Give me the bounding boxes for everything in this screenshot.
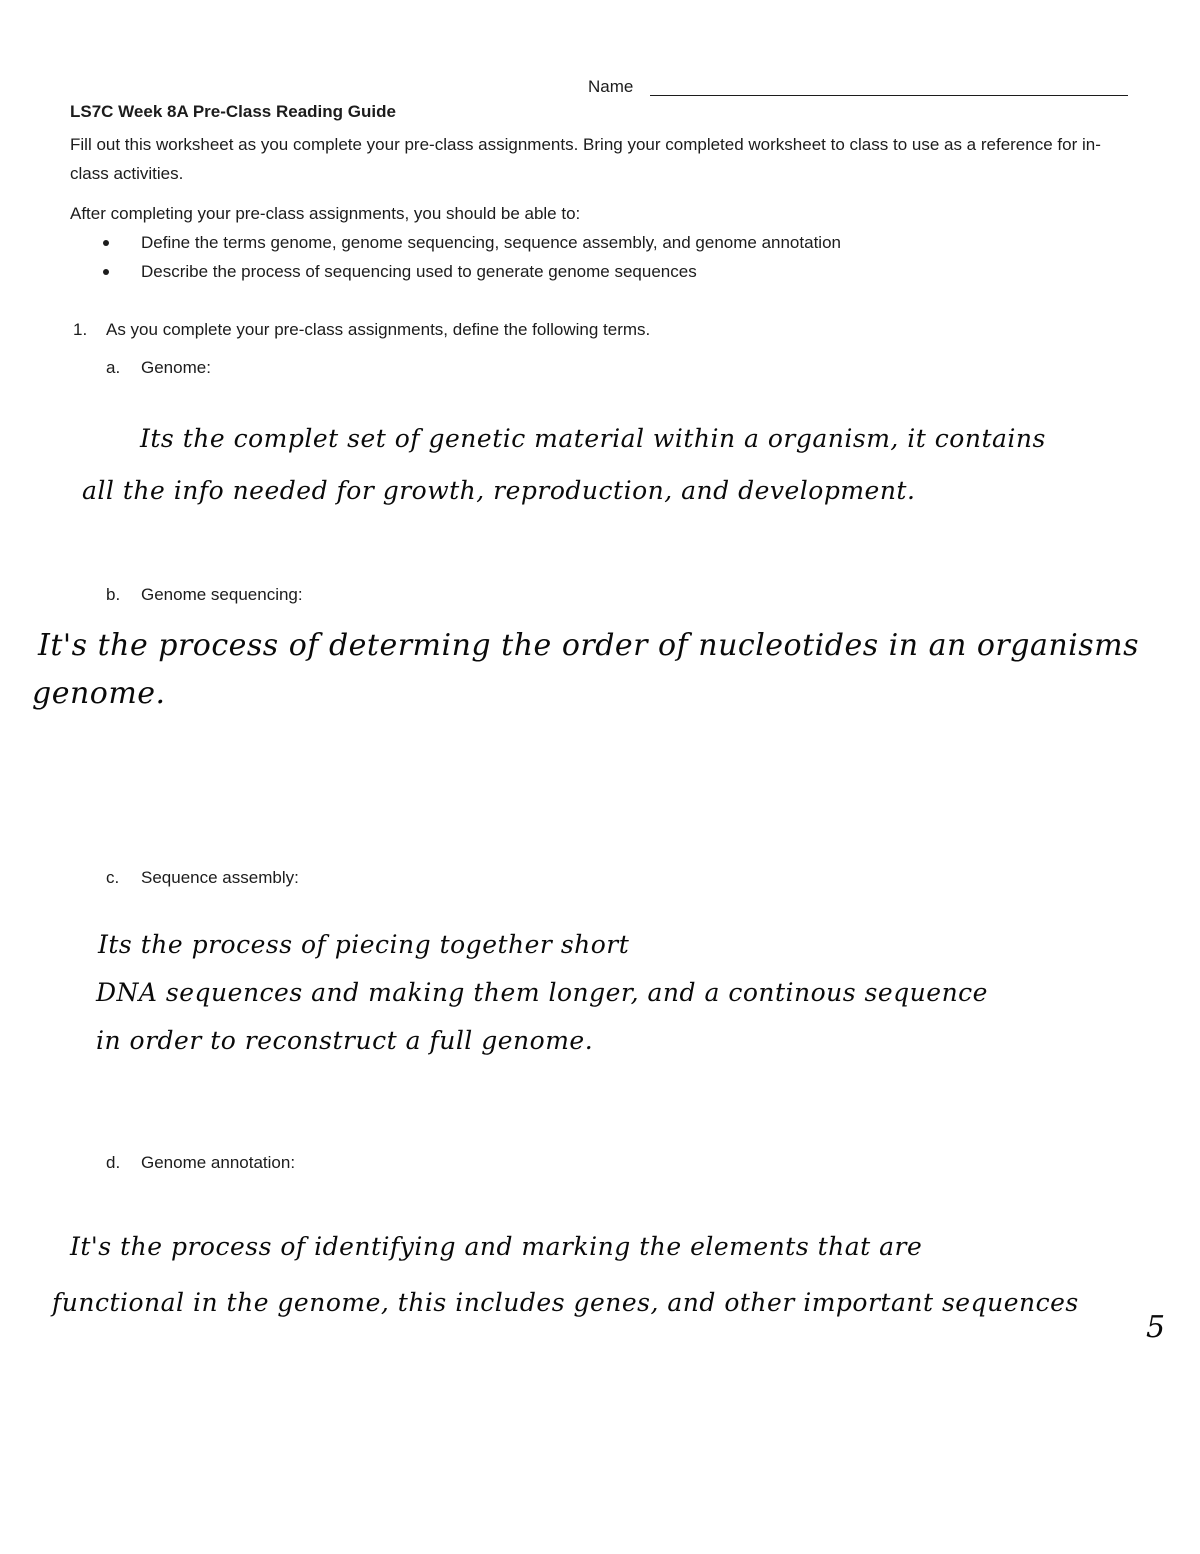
question-number: 1. [73, 320, 88, 339]
handwritten-answer-line: It's the process of determing the order of nucleotides in an organisms [38, 628, 1139, 663]
objectives-intro: After completing your pre-class assignments, you should be able to: [70, 204, 581, 223]
intro-text: Fill out this worksheet as you complete your pre-class assignments. Bring your completed worksheet to class to use as a reference for in-class activities. [70, 135, 1101, 183]
objective-item: Define the terms genome, genome sequencing, sequence assembly, and genome annotation [141, 233, 841, 252]
item-letter: d. [106, 1153, 121, 1172]
item-letter: a. [106, 358, 121, 377]
objective-item: Describe the process of sequencing used to generate genome sequences [141, 262, 697, 281]
bullet-icon [103, 240, 109, 246]
bullet-icon [103, 269, 109, 275]
name-label: Name [588, 77, 634, 96]
item-label: Genome sequencing: [141, 585, 303, 604]
handwritten-answer-line: Its the process of piecing together short [98, 930, 630, 959]
item-letter: b. [106, 585, 121, 604]
handwritten-answer-line: DNA sequences and making them longer, and a continous sequence [96, 978, 988, 1007]
score-mark: 5 [1146, 1310, 1166, 1345]
item-label: Sequence assembly: [141, 868, 299, 887]
page-title: LS7C Week 8A Pre-Class Reading Guide [70, 102, 396, 121]
handwritten-answer-line: functional in the genome, this includes genes, and other important sequences [52, 1288, 1079, 1317]
item-letter: c. [106, 868, 120, 887]
question-prompt: As you complete your pre-class assignments, define the following terms. [106, 320, 651, 339]
name-field-line [650, 95, 1128, 96]
handwritten-answer-line: genome. [32, 676, 166, 711]
handwritten-answer-line: all the info needed for growth, reproduction, and development. [82, 476, 916, 505]
handwritten-answer-line: in order to reconstruct a full genome. [96, 1026, 594, 1055]
handwritten-answer-line: Its the complet set of genetic material within a organism, it contains [140, 424, 1046, 453]
item-label: Genome: [141, 358, 211, 377]
handwritten-answer-line: It's the process of identifying and marking the elements that are [70, 1232, 923, 1261]
item-label: Genome annotation: [141, 1153, 296, 1172]
